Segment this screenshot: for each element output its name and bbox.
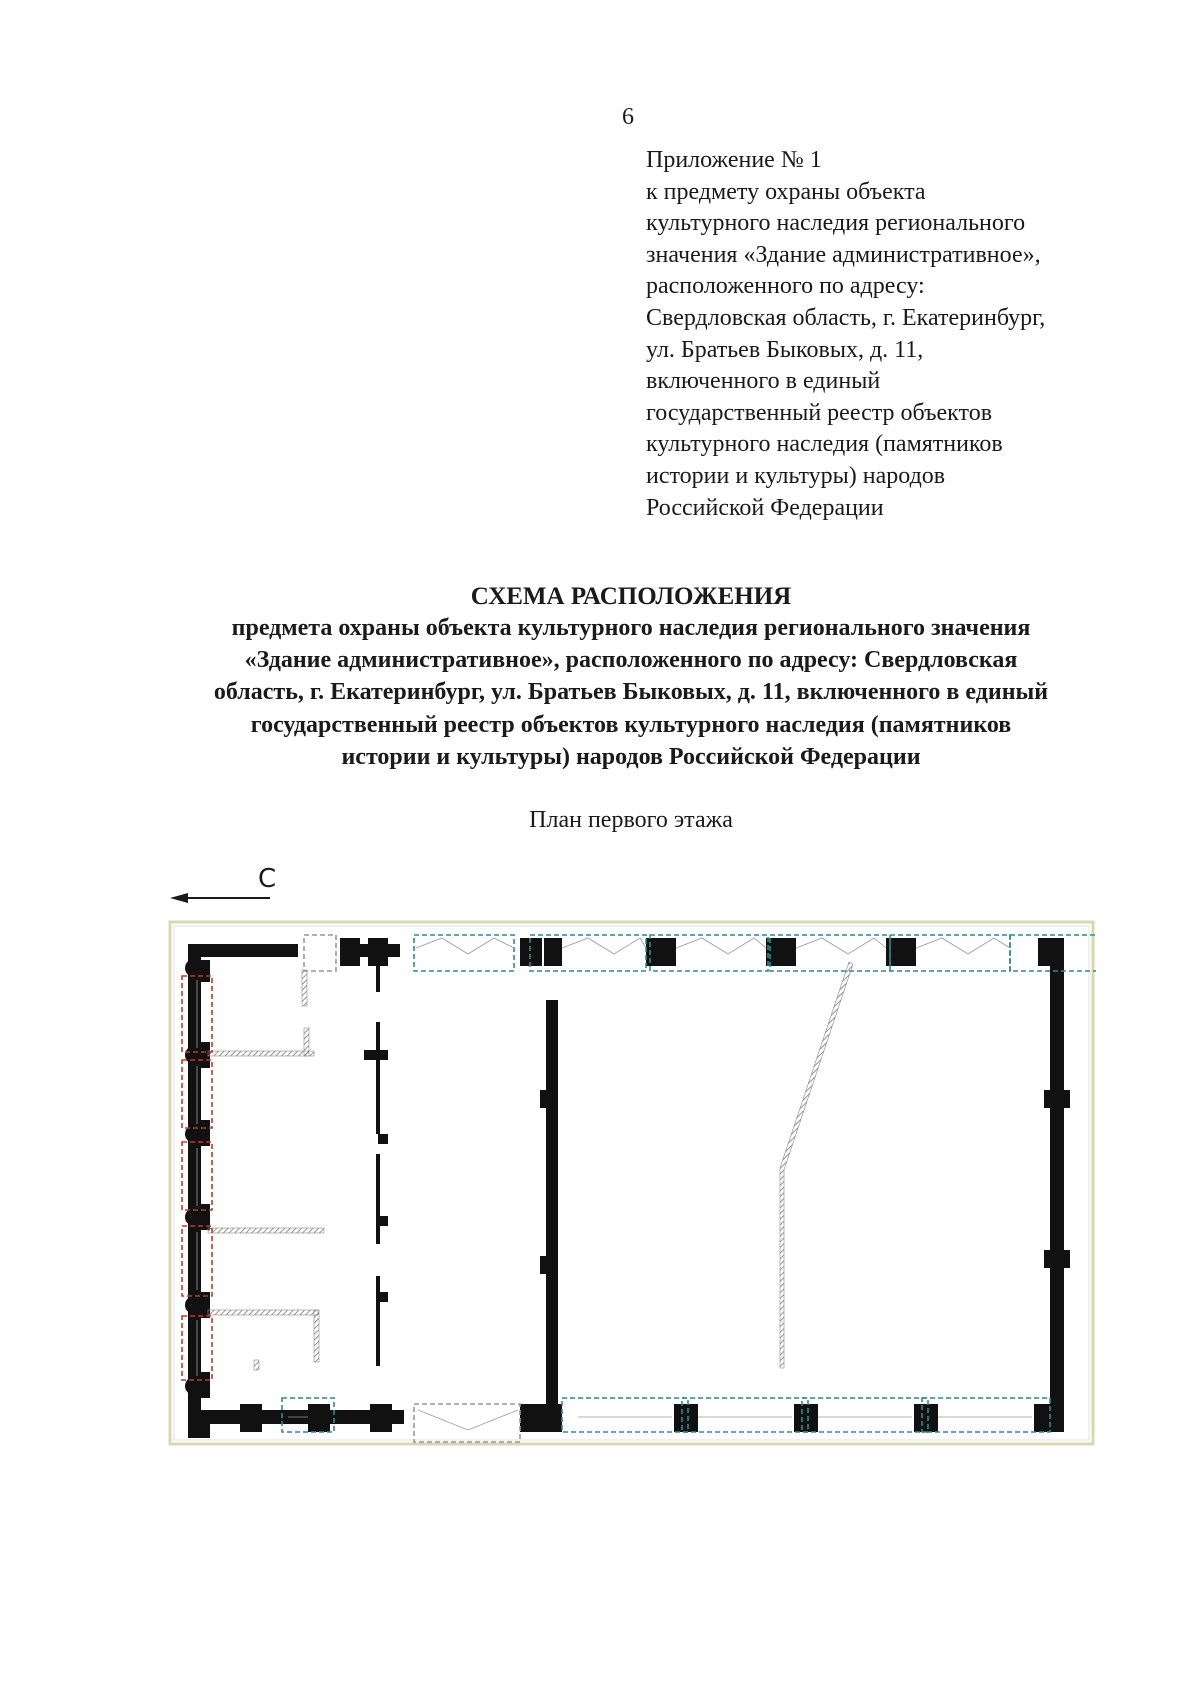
appendix-line: ул. Братьев Быковых, д. 11, bbox=[646, 336, 924, 363]
document-subtitle bbox=[0, 612, 1200, 773]
document-title: СХЕМА РАСПОЛОЖЕНИЯ bbox=[470, 583, 792, 610]
appendix-line: значения «Здание административное», bbox=[646, 241, 1041, 268]
appendix-line: истории и культуры) народов bbox=[646, 462, 946, 489]
appendix-line: культурного наследия (памятников bbox=[646, 431, 1003, 458]
plan-caption: План первого этажа bbox=[529, 807, 733, 833]
window-glazing-top bbox=[416, 938, 1010, 954]
interior-bearing-wall bbox=[540, 1000, 558, 1410]
appendix-line: к предмету охраны объекта bbox=[646, 178, 926, 205]
appendix-line: Российской Федерации bbox=[646, 494, 884, 521]
floor-plan bbox=[168, 920, 1096, 1448]
appendix-note bbox=[646, 145, 1166, 524]
north-label: С bbox=[258, 864, 277, 894]
subtitle-line: государственный реестр объектов культурного наследия (памятников bbox=[250, 711, 1012, 738]
appendix-line: Свердловская область, г. Екатеринбург, bbox=[646, 304, 1046, 331]
subtitle-line: «Здание административное», расположенного по адресу: Свердловская bbox=[244, 647, 1018, 674]
plan-frame bbox=[170, 922, 1093, 1444]
subtitle-line: область, г. Екатеринбург, ул. Братьев Быковых, д. 11, включенного в единый bbox=[213, 679, 1049, 706]
appendix-line: государственный реестр объектов bbox=[646, 399, 993, 426]
door-marker-top bbox=[304, 935, 336, 971]
subtitle-line: истории и культуры) народов Российской Федерации bbox=[341, 743, 921, 770]
partitions bbox=[208, 962, 853, 1370]
page-number: 6 bbox=[622, 104, 634, 130]
plan-inner-frame bbox=[174, 926, 1089, 1440]
appendix-line: культурного наследия регионального bbox=[646, 210, 1026, 237]
window-markers-top bbox=[414, 935, 1096, 971]
appendix-line: расположенного по адресу: bbox=[646, 273, 925, 300]
exterior-walls bbox=[188, 944, 1064, 1427]
entrance-swing bbox=[418, 1410, 518, 1430]
document-heading bbox=[0, 582, 1200, 773]
corridor-wall bbox=[364, 960, 388, 1366]
appendix-line: Приложение № 1 bbox=[646, 147, 822, 173]
appendix-line: включенного в единый bbox=[646, 368, 881, 395]
entrance-marker-bottom bbox=[414, 1404, 520, 1442]
subtitle-line: предмета охраны объекта культурного наследия регионального значения bbox=[231, 615, 1031, 641]
